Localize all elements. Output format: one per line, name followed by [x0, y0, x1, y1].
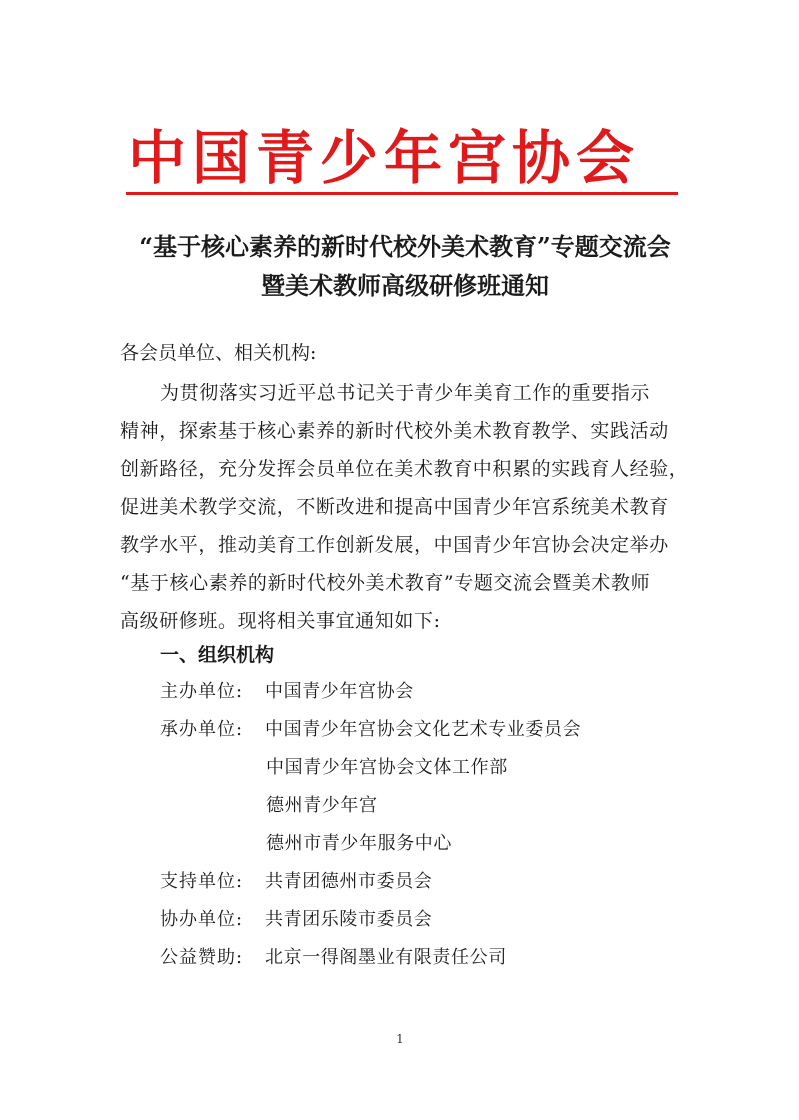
paragraph-line: 促进美术教学交流，不断改进和提高中国青少年宫系统美术教育 — [120, 496, 669, 518]
org-label: 承办单位: — [160, 719, 244, 740]
notice-title-line-2: 暨美术教师高级研修班通知 — [261, 271, 549, 300]
paragraph-line: 为贯彻落实习近平总书记关于青少年美育工作的重要指示 — [160, 382, 651, 404]
org-row-co-organizer — [160, 907, 700, 933]
paragraph-line: “基于核心素养的新时代校外美术教育”专题交流会暨美术教师 — [120, 572, 651, 594]
org-row-sponsor — [160, 945, 700, 971]
org-value: 中国青少年宫协会文化艺术专业委员会 — [265, 719, 582, 740]
org-value: 共青团德州市委员会 — [265, 871, 433, 892]
org-label: 支持单位: — [160, 871, 244, 892]
org-value: 北京一得阁墨业有限责任公司 — [265, 947, 507, 968]
org-label: 协办单位: — [160, 909, 244, 930]
section-heading-organization: 一、组织机构 — [160, 644, 275, 666]
page-number: 1 — [396, 1032, 404, 1046]
letterhead-org-name: 中国青少年宫协会 — [128, 124, 641, 192]
salutation: 各会员单位、相关机构: — [120, 342, 317, 364]
org-row-host — [160, 679, 700, 705]
paragraph-line: 创新路径，充分发挥会员单位在美术教育中积累的实践育人经验， — [120, 458, 689, 480]
org-row-support — [160, 869, 700, 895]
letterhead-red-rule — [126, 192, 678, 195]
paragraph-line: 教学水平，推动美育工作创新发展，中国青少年宫协会决定举办 — [120, 534, 669, 556]
org-value: 德州青少年宫 — [266, 795, 378, 816]
org-label: 主办单位: — [160, 681, 244, 702]
org-row-organizers — [160, 717, 700, 743]
org-value: 德州市青少年服务中心 — [266, 833, 452, 854]
org-value: 共青团乐陵市委员会 — [265, 909, 433, 930]
paragraph-line: 高级研修班。现将相关事宜通知如下: — [120, 610, 441, 632]
org-label: 公益赞助: — [160, 947, 244, 968]
notice-title-line-1: “基于核心素养的新时代校外美术教育”专题交流会 — [139, 232, 671, 261]
org-value: 中国青少年宫协会 — [265, 681, 414, 702]
paragraph-line: 精神，探索基于核心素养的新时代校外美术教育教学、实践活动 — [120, 420, 669, 442]
org-value: 中国青少年宫协会文体工作部 — [266, 757, 508, 778]
